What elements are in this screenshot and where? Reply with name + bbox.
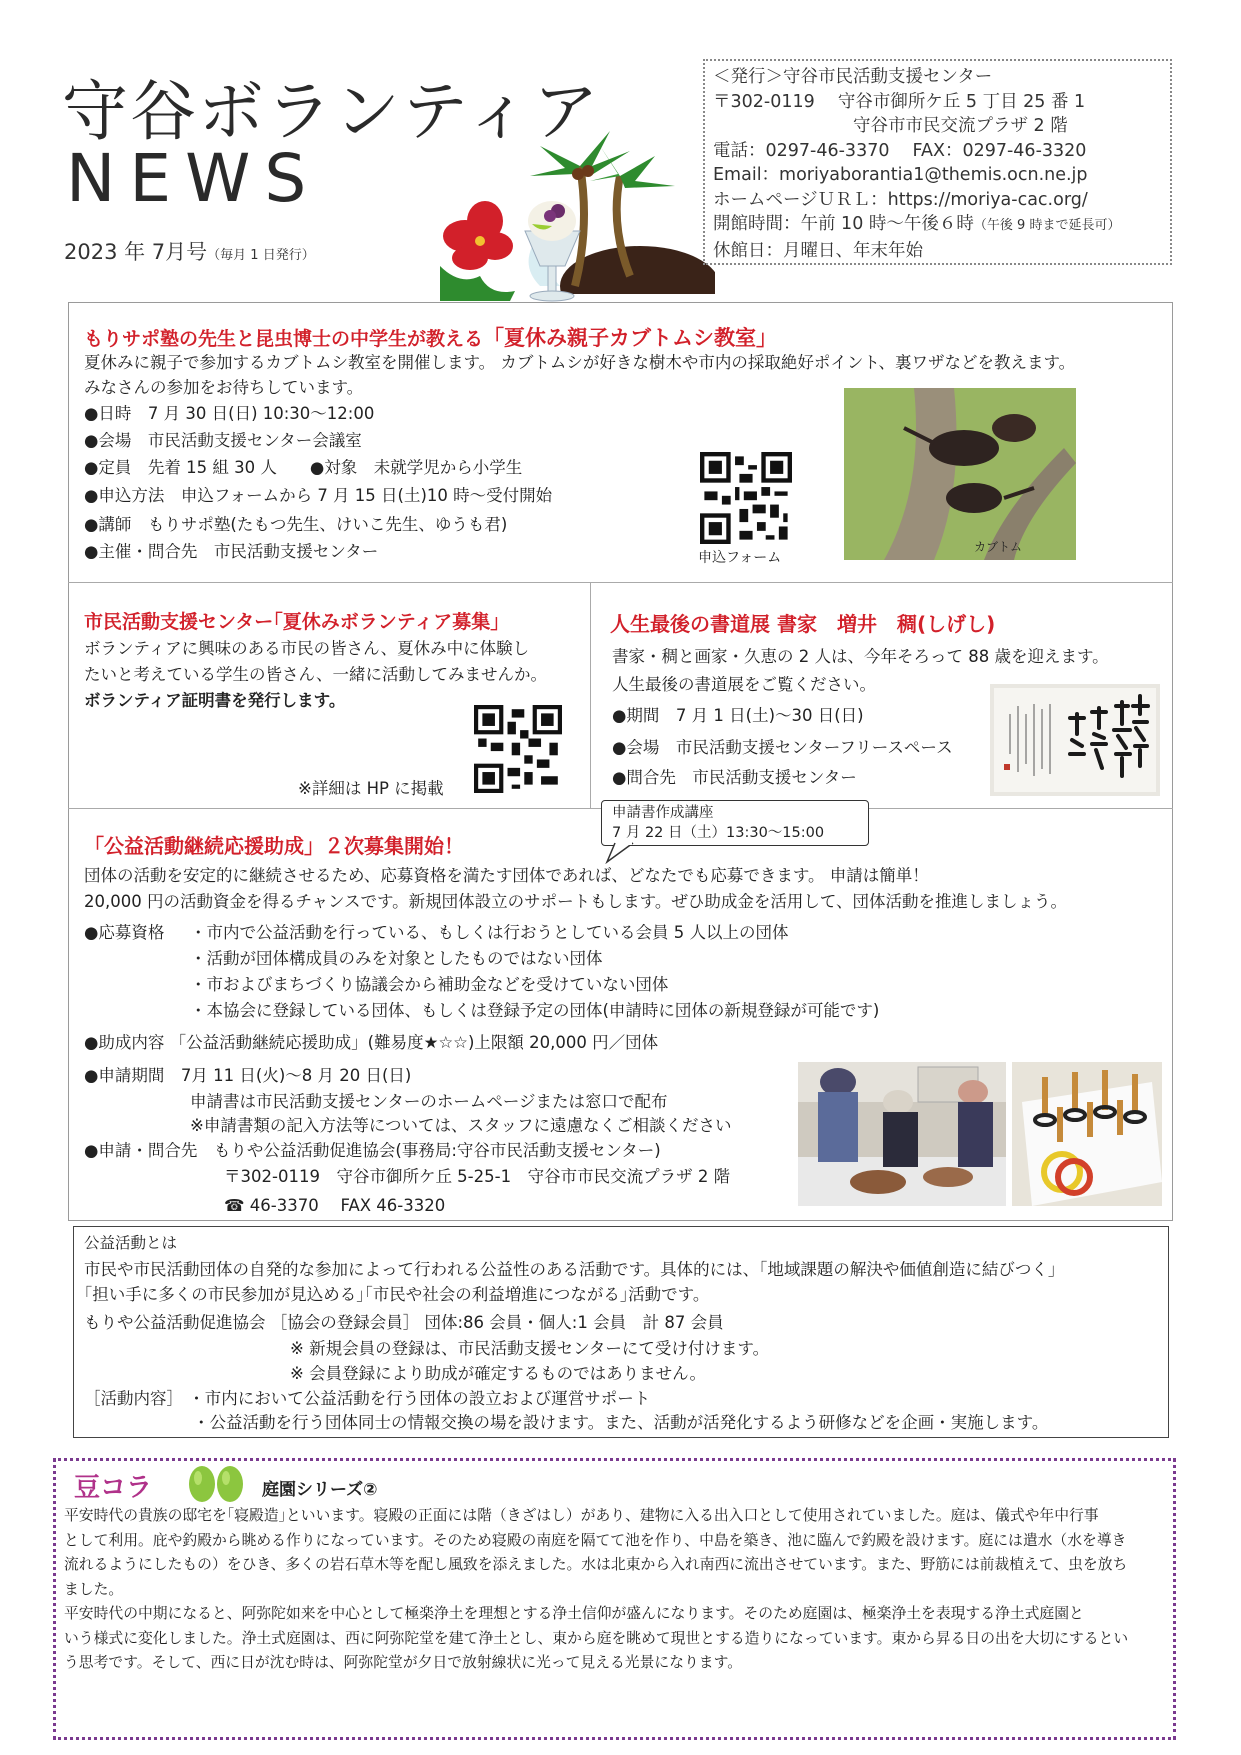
column-line: う思考です。そして、西に日が沈む時は、阿弥陀堂が夕日で放射線状に光って見える光景になります。: [64, 1654, 742, 1671]
kabuto-venue: ●会場 市民活動支援センター会議室: [84, 431, 362, 450]
grant-address: 〒302-0119 守谷市御所ケ丘 5-25-1 守谷市市民交流プラザ 2 階: [224, 1167, 731, 1186]
publisher-info: [703, 59, 1172, 265]
volunteer-desc: ボランティアに興味のある市民の皆さん、夏休み中に体験し: [84, 639, 530, 658]
kabuto-title: [84, 322, 777, 352]
volunteer-hp-note: ※詳細は HP に掲載: [298, 779, 444, 798]
grant-desc: 団体の活動を安定的に継続させるため、応募資格を満たす団体であれば、どなたでも応募できます。 申請は簡単！: [84, 866, 929, 885]
volunteer-cert: ボランティア証明書を発行します。: [84, 691, 346, 710]
grant-content: ●助成内容 「公益活動継続応援助成」(難易度★☆☆)上限額 20,000 円／団体: [84, 1033, 659, 1052]
hours-main: 開館時間：午前 10 時～午後６時: [713, 214, 974, 234]
kabuto-apply: ●申込方法 申込フォームから 7 月 15 日(土)10 時～受付開始: [84, 486, 553, 505]
column-series: 庭園シリーズ②: [262, 1480, 378, 1500]
publisher-address: 〒302-0119 守谷市御所ケ丘 5 丁目 25 番 1: [713, 91, 1086, 112]
publisher-homepage[interactable]: ホームページＵＲＬ：https://moriya-cac.org/: [713, 189, 1088, 210]
publisher-email[interactable]: Email：moriyaborantia1@themis.ocn.ne.jp: [713, 165, 1088, 185]
calligraphy-title: 人生最後の書道展 書家 増井 稠(しげし): [610, 612, 996, 636]
calligraphy-venue: ●会場 市民活動支援センターフリースペース: [612, 738, 953, 757]
issue-date: [64, 236, 315, 266]
column-line: 流れるようにしたもの）をひき、多くの岩石草木等を配し風致を添えました。水は北東から入れ南西に流出させています。また、野筋には前裁植えて、虫を放ち: [64, 1556, 1128, 1573]
calligraphy-image: [990, 684, 1160, 796]
beetle-photo: [844, 388, 1076, 560]
definition-text: ｢担い手に多くの市民参加が見込める｣｢市民や社会の利益増進につながる｣活動です。: [84, 1285, 710, 1304]
calligraphy-contact: ●問合先 市民活動支援センター: [612, 768, 857, 787]
definition-head: 公益活動とは: [84, 1234, 178, 1252]
column-line: として利用。庇や釣殿から眺める作りになっています。そのため寝殿の南庭を隔てて池を作り、中島を築き、池に臨んで釣殿を設けます。庭には遣水（水を導き: [64, 1531, 1127, 1549]
publisher-phone: 電話：0297-46-3370 FAX：0297-46-3320: [713, 140, 1087, 161]
photo-caption: カブトム: [974, 540, 1023, 554]
qr-label: 申込フォーム: [698, 550, 782, 566]
grant-title: 「公益活動継続応援助成」２次募集開始！: [84, 834, 464, 858]
column-line: いう様式に変化しました。浄土式庭園は、西に阿弥陀堂を建て浄土とし、東から庭を眺めて現世とする造りになっています。東から昇る日の出を大切にするとい: [64, 1629, 1129, 1647]
publisher-name: ＜発行＞守谷市民活動支援センター: [713, 67, 993, 87]
kabuto-host: ●主催・問合先 市民活動支援センター: [84, 542, 379, 561]
issue-note: （毎月 1 日発行）: [207, 248, 315, 263]
grant-period: ●申請期間 7月 11 日(火)～8 月 20 日(日): [84, 1066, 412, 1085]
workshop-callout: [601, 800, 869, 846]
issue-label: 2023 年 7月号: [64, 240, 208, 264]
bean-icon: [186, 1462, 248, 1504]
eligibility-item: ・市およびまちづくり協議会から補助金などを受けていない団体: [190, 975, 669, 994]
publisher-building: 守谷市市民交流プラザ 2 階: [853, 116, 1068, 136]
craft-photo: [1012, 1062, 1162, 1206]
column-line: 平安時代の貴族の邸宅を｢寝殿造｣といいます。寝殿の正面には階（きざはし）があり、建物に入る出入口として使用されていました。庭は、儀式や年中行事: [64, 1507, 1099, 1524]
calligraphy-desc: 人生最後の書道展をご覧ください。: [612, 675, 876, 694]
callout-date: 7 月 22 日（土）13:30～15:00: [612, 825, 825, 841]
eligibility-item: ・本協会に登録している団体、もしくは登録予定の団体(申請時に団体の新規登録が可能です): [190, 1001, 880, 1020]
grant-phone: ☎ 46-3370 FAX 46-3320: [224, 1196, 446, 1215]
kabuto-title-b: 「夏休み親子カブトムシ教室」: [483, 326, 778, 350]
newsletter-title: 守谷ボランティア: [62, 73, 601, 150]
kabuto-capacity: ●定員 先着 15 組 30 人 ●対象 未就学児から小学生: [84, 458, 523, 477]
calligraphy-period: ●期間 7 月 1 日(土)～30 日(日): [612, 706, 864, 725]
newsletter-subtitle: NEWS: [66, 140, 321, 217]
grant-period-note: 申請書は市民活動支援センターのホームページまたは窓口で配布: [190, 1092, 668, 1111]
column-body: [64, 1504, 1172, 1676]
callout-tail: [605, 842, 645, 864]
grant-contact: ●申請・問合先 もりや公益活動促進協会(事務局:守谷市民活動支援センター): [84, 1141, 661, 1160]
column-line: 平安時代の中期になると、阿弥陀如来を中心として極楽浄土を理想とする浄土信仰が盛んになります。そのため庭園は、極楽浄土を表現する浄土式庭園と: [64, 1605, 1084, 1622]
calligraphy-desc: 書家・稠と画家・久恵の 2 人は、今年そろって 88 歳を迎えます。: [612, 647, 1109, 666]
kabuto-date: ●日時 7 月 30 日(日) 10:30～12:00: [84, 404, 375, 423]
volunteer-desc: たいと考えている学生の皆さん、一緒に活動してみませんか。: [84, 665, 547, 684]
tropical-illustration: [440, 126, 715, 306]
activity-content: ・公益活動を行う団体同士の情報交換の場を設けます。また、活動が活発化するよう研修などを企画・実施します。: [193, 1413, 1049, 1432]
membership-info: もりや公益活動促進協会 ［協会の登録会員］ 団体:86 会員・個人:1 会員 計 87 会員: [84, 1313, 724, 1332]
membership-note: ※ 会員登録により助成が確定するものではありません。: [290, 1364, 707, 1383]
definition-text: 市民や市民活動団体の自発的な参加によって行われる公益性のある活動です。具体的には、｢地域課題の解決や価値創造に結びつく｣: [84, 1260, 1057, 1279]
kabuto-title-a: もりサポ塾の先生と昆虫博士の中学生が教える: [84, 328, 484, 350]
callout-title: 申請書作成講座: [612, 805, 714, 821]
grant-desc: 20,000 円の活動資金を得るチャンスです。新規団体設立のサポートもします。ぜひ助成金を活用して、団体活動を推進しましょう。: [84, 892, 1068, 911]
eligibility-item: ・活動が団体構成員のみを対象としたものではない団体: [190, 949, 603, 968]
divider: [590, 582, 591, 808]
column-brand: 豆コラ: [74, 1473, 153, 1503]
volunteer-title: 市民活動支援センター｢夏休みボランティア募集」: [84, 611, 510, 633]
kabuto-desc: 夏休みに親子で参加するカブトムシ教室を開催します。 カブトムシが好きな樹木や市内の採取絶好ポイント、裏ワザなどを教えます。: [84, 353, 1076, 372]
eligibility-item: ・市内で公益活動を行っている、もしくは行おうとしている会員 5 人以上の団体: [190, 923, 789, 942]
membership-note: ※ 新規会員の登録は、市民活動支援センターにて受け付けます。: [290, 1339, 770, 1358]
eligibility-label: ●応募資格: [84, 923, 165, 942]
divider: [68, 582, 1173, 583]
activity-content: ［活動内容］ ・市内において公益活動を行う団体の設立および運営サポート: [84, 1389, 651, 1408]
qr-code[interactable]: [474, 705, 562, 793]
publisher-hours: [713, 212, 1162, 239]
activity-photo: [798, 1062, 1006, 1206]
kabuto-desc: みなさんの参加をお待ちしています。: [84, 378, 364, 397]
qr-code[interactable]: [700, 452, 792, 544]
hours-note: （午後 9 時まで延長可）: [973, 218, 1121, 233]
grant-period-note: ※申請書類の記入方法等については、スタッフに遠慮なくご相談ください: [190, 1116, 732, 1135]
column-line: ました。: [64, 1580, 124, 1598]
kabuto-lecturer: ●講師 もりサポ塾(たもつ先生、けいこ先生、ゆうも君): [84, 515, 508, 534]
publisher-closed: 休館日：月曜日、年末年始: [713, 240, 923, 261]
